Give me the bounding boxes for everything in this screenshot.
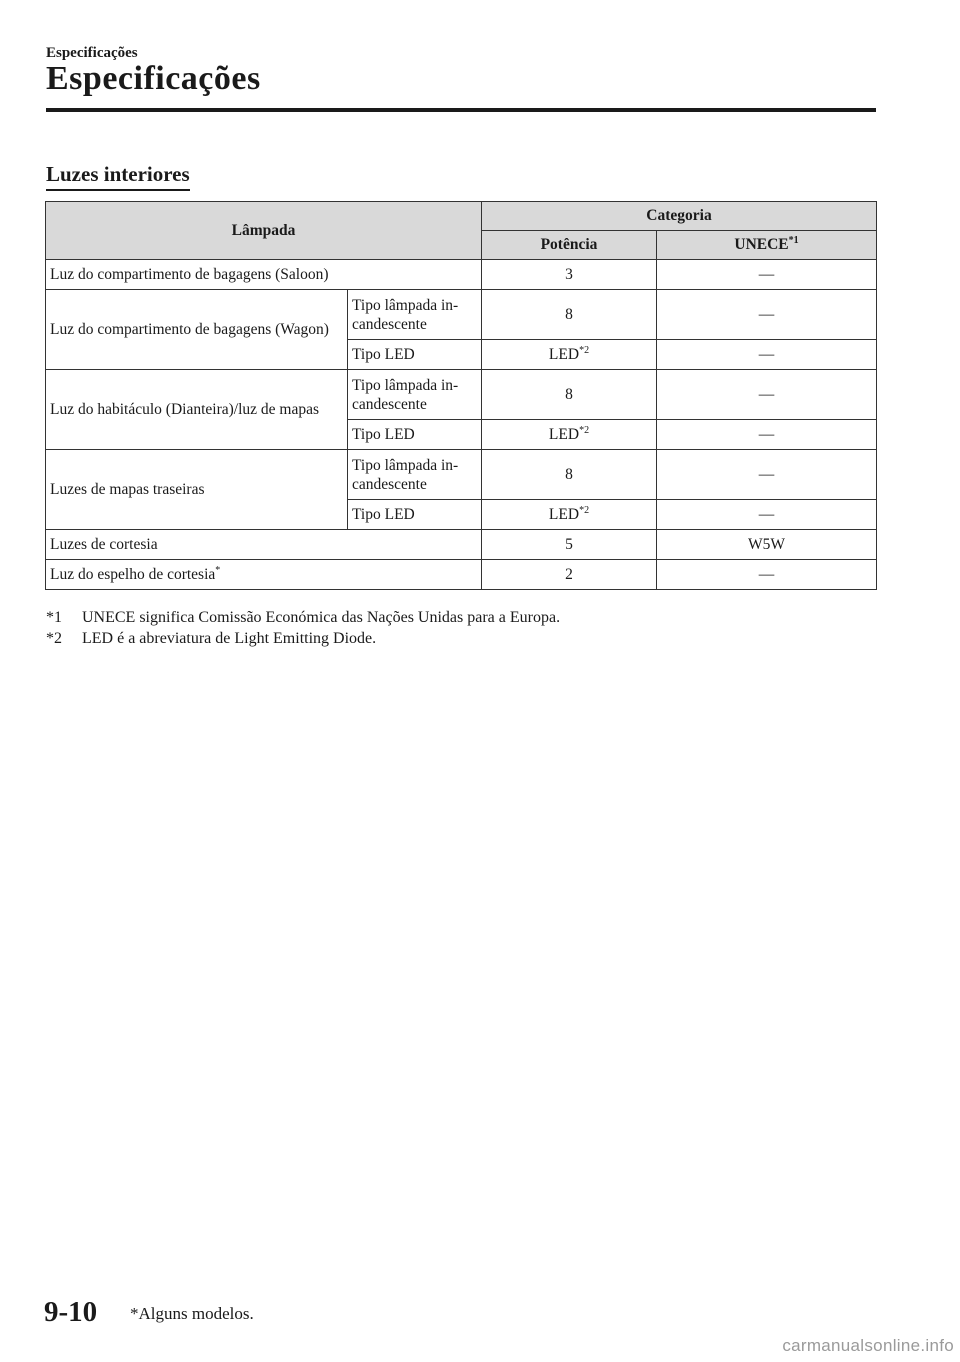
lamp-name: Luz do compartimento de bagagens (Wagon) [46,290,348,370]
table-row [46,260,877,290]
table-row [46,290,877,340]
chapter-title: Especificações [46,60,261,97]
table-row [46,560,877,590]
potencia-value: 5 [482,530,657,560]
table-row [46,370,877,420]
potencia-value: LED$^{*2}$ [482,340,657,370]
potencia-value: LED$^{*2}$ [482,500,657,530]
potencia-value: 2 [482,560,657,590]
potencia-value: 3 [482,260,657,290]
footnote-text: LED é a abreviatura de Light Emitting Diode. [82,630,377,647]
title-rule [46,108,876,112]
section-title: Luzes interiores [46,162,190,191]
unece-value: — [657,560,877,590]
unece-value: — [657,500,877,530]
unece-value: W5W [657,530,877,560]
footnotes [46,607,560,649]
lamp-type: Tipo LED [348,340,482,370]
unece-value: — [657,370,877,420]
lamp-type: Tipo LED [348,500,482,530]
table-header-row [46,202,877,231]
unece-value: — [657,450,877,500]
footer-note: *Alguns modelos. [130,1304,254,1323]
unece-value: — [657,260,877,290]
footnote-mark: *2 [46,630,62,647]
footnote [46,628,560,649]
header-potencia: Potência [482,231,657,260]
header-categoria: Categoria [482,202,877,231]
footnote [46,607,560,628]
potencia-value: 8 [482,370,657,420]
page-number: 9-10 [44,1296,98,1328]
lamp-type: Tipo lâmpada in- candescente [348,290,482,340]
potencia-value: 8 [482,290,657,340]
lamp-name: Luzes de cortesia [46,530,482,560]
header-unece: UNECE$^{*1}$ [657,231,877,260]
lamp-type: Tipo lâmpada in- candescente [348,450,482,500]
unece-value: — [657,290,877,340]
watermark: carmanualsonline.info [782,1336,954,1355]
unece-value: — [657,340,877,370]
lamp-name: Luz do espelho de cortesia* [46,560,482,590]
lamp-name: Luz do habitáculo (Dianteira)/luz de mapas [46,370,348,450]
lamp-type: Tipo lâmpada in- candescente [348,370,482,420]
lamp-name: Luzes de mapas traseiras [46,450,348,530]
lamp-type: Tipo LED [348,420,482,450]
table-row [46,450,877,500]
potencia-value: 8 [482,450,657,500]
header-lampada: Lâmpada [46,202,482,260]
lamp-name: Luz do compartimento de bagagens (Saloon) [46,260,482,290]
potencia-value: LED$^{*2}$ [482,420,657,450]
running-head: Especificações [46,45,138,61]
bulb-spec-table [45,201,877,590]
footnote-text: UNECE significa Comissão Económica das Nações Unidas para a Europa. [82,609,561,626]
unece-value: — [657,420,877,450]
footnote-mark: *1 [46,609,62,626]
table-row [46,530,877,560]
